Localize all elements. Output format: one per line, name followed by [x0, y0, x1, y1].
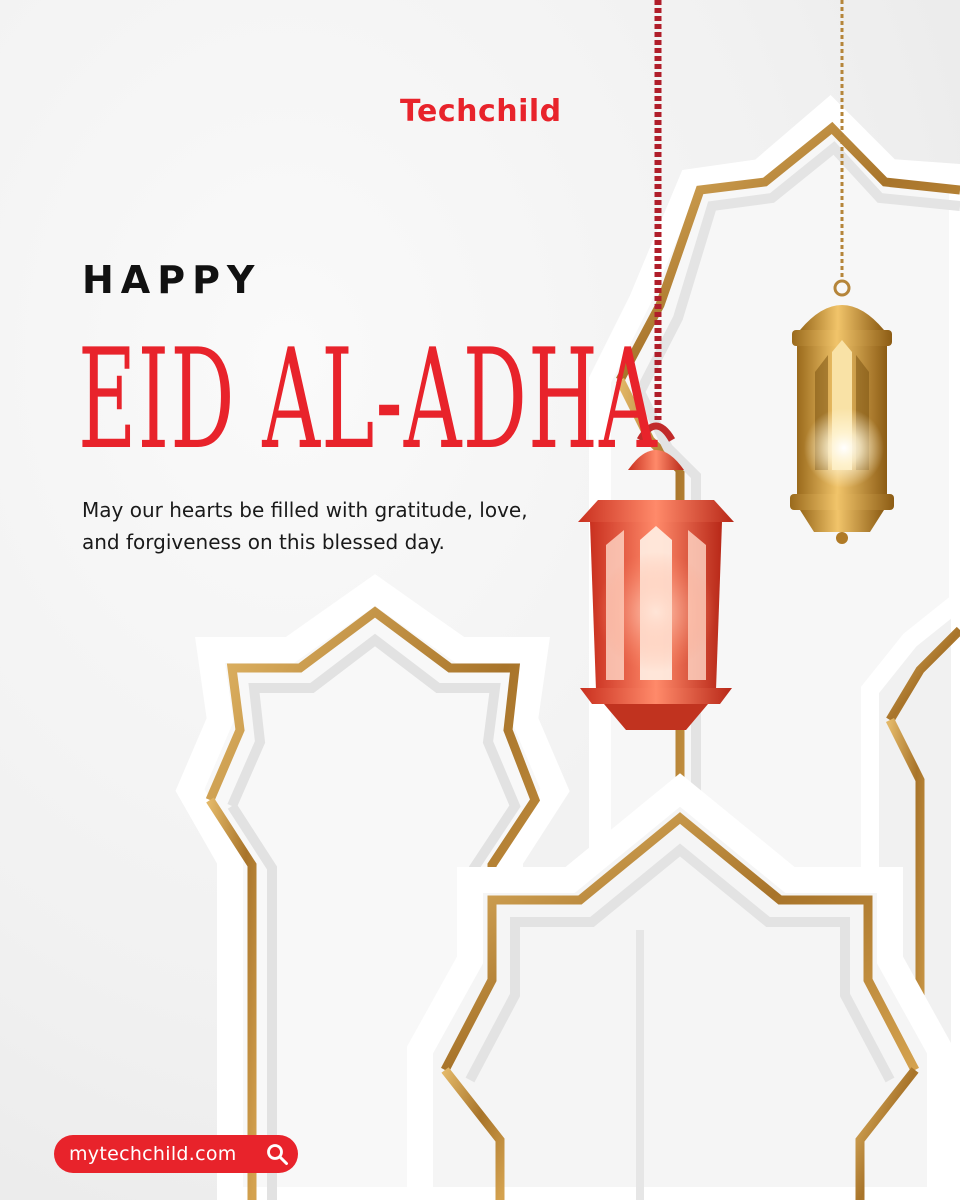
brand-logo: [400, 92, 590, 132]
search-icon: [265, 1142, 289, 1166]
website-link[interactable]: [54, 1135, 298, 1173]
brand-name: Techchild: [400, 94, 562, 129]
website-url: mytechchild.com: [69, 1143, 237, 1165]
greeting-lead: HAPPY: [82, 258, 262, 302]
greeting-message: May our hearts be filled with gratitude, love, and forgiveness on this blessed day.: [82, 498, 528, 554]
greeting-title: EID AL-ADHA: [78, 319, 658, 480]
